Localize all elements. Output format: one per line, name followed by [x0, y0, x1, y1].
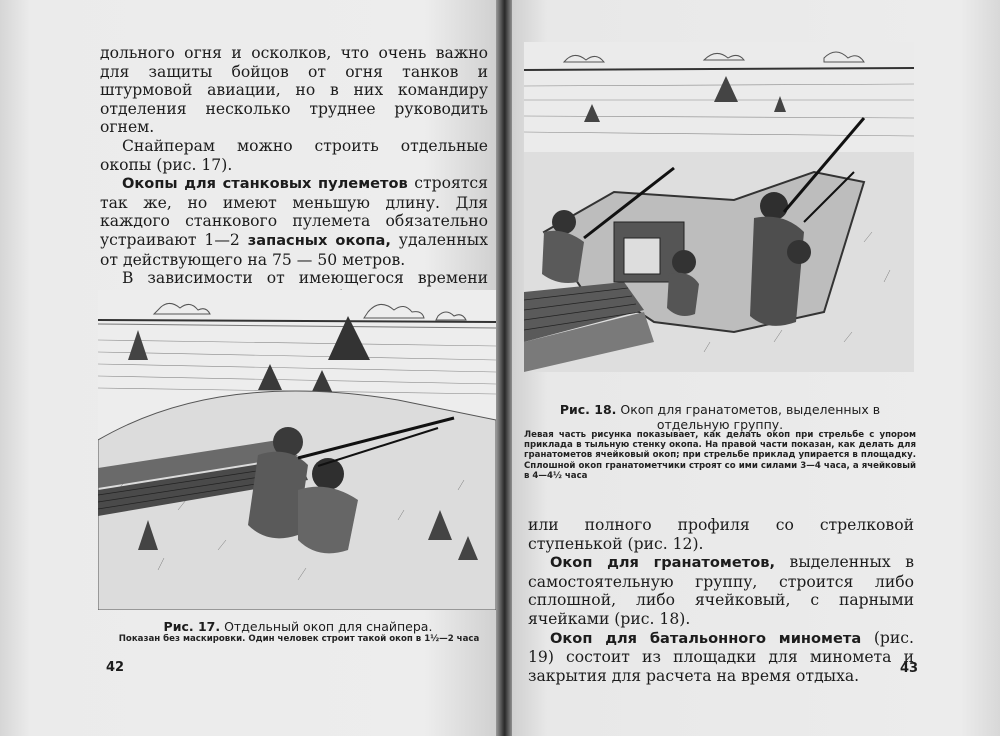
- bold-term: Окоп для гранатометов,: [550, 554, 776, 572]
- figure-18-title: Рис. 18. Окоп для гранатометов, выделенных в отдельную группу.: [559, 402, 881, 432]
- figure-17-title: Рис. 17. Отдельный окоп для снайпера.: [163, 619, 433, 634]
- page-number-left: 42: [106, 660, 125, 675]
- book-spine: [496, 0, 512, 736]
- page-number-right: 43: [900, 661, 919, 676]
- paragraph: Окоп для гранатометов, выделенных в самостоятельную группу, строится либо сплошной, либо ячейковый, с парными ячейками (рис. 18).: [528, 553, 915, 628]
- paragraph: дольного огня и осколков, что очень важно для защиты бойцов от огня танков и штурмовой авиации, но в них командиру отделения несколько труднее руководить огнем.: [100, 44, 488, 137]
- bold-term: Окопы для станковых пулеметов: [122, 175, 408, 193]
- paragraph: Снайперам можно строить отдельные окопы (рис. 17).: [100, 136, 488, 174]
- paragraph: Окоп для батальонного миномета (рис. 19) состоит из площадки для миномета и закрытия для расчета на время отдыха.: [528, 628, 914, 685]
- left-body-text: [100, 44, 488, 325]
- right-body-text: [528, 516, 914, 685]
- bold-term: запасных окопа,: [247, 231, 391, 249]
- bold-term: Окоп для батальонного миномета: [550, 629, 862, 647]
- figure-18-grenadier-trench: [524, 42, 914, 372]
- figure-17-sniper-trench: [98, 290, 496, 610]
- paragraph: В зависимости от имеющегося времени: [122, 269, 488, 288]
- figure-18-caption: Левая часть рисунка показывает, как делать окоп при стрельбе с упором приклада в тыльную стенку окопа. На правой части показан, как делать для гранатометов ячейковый окоп; при стрельбе приклад упирается в площадку. Сплошной окоп гранатометчики строят со ими силами 3—4 часа, а ячейковый в 4—4½ часа: [524, 430, 916, 481]
- paragraph: или полного профиля со стрелковой ступенькой (рис. 12).: [528, 516, 914, 553]
- figure-17-caption: Показан без маскировки. Один человек строит такой окоп в 1½—2 часа: [118, 634, 480, 644]
- paragraph: Окопы для станковых пулеметов строятся так же, но имеют меньшую длину. Для каждого станкового пулемета обязательно устраивают 1—2 запасных окопа, удаленных от действующего на 75 — 50 метров.: [100, 174, 488, 269]
